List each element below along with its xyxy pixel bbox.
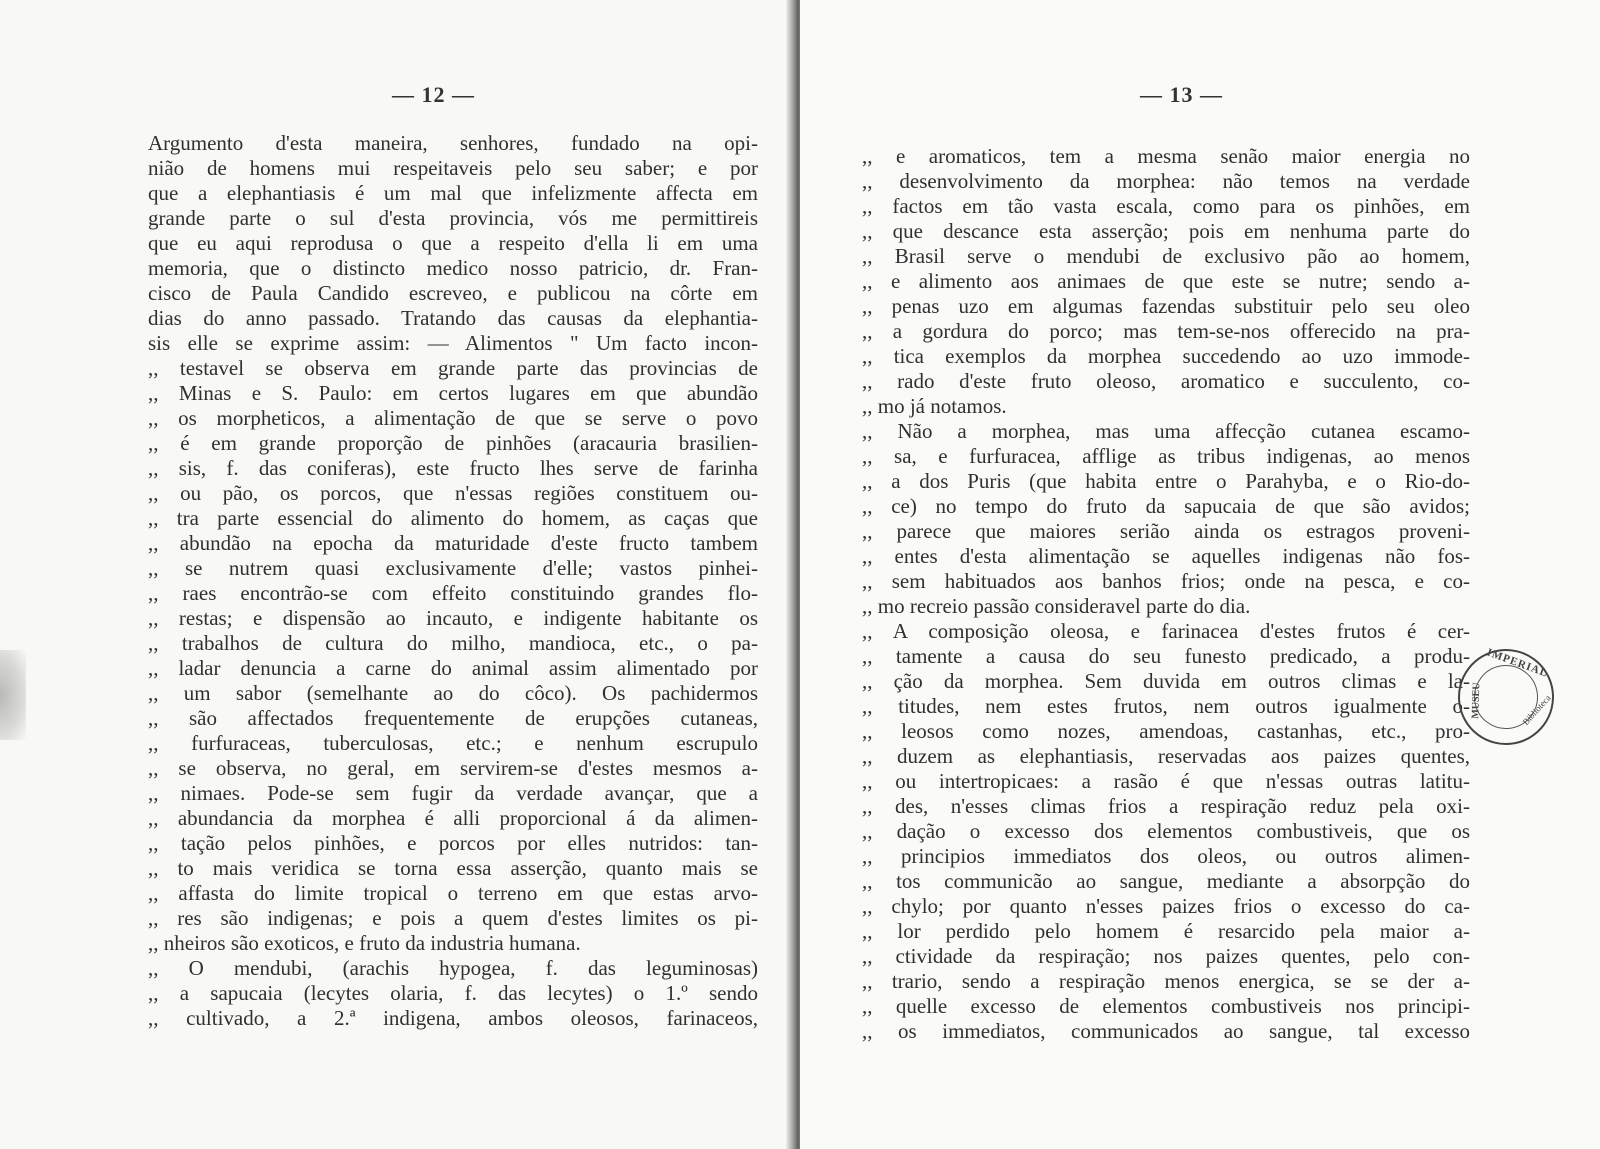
stamp-side-text: MUSEU	[1470, 682, 1483, 719]
text-line: ,, os morpheticos, a alimentação de que se serve o povo	[148, 406, 758, 430]
text-line: cisco de Paula Candido escreveo, e publicou na côrte em	[148, 281, 758, 305]
text-line: ,, parece que maiores serião ainda os estragos proveni-	[862, 519, 1470, 543]
text-line: ,, duzem as elephantiasis, reservadas aos paizes quentes,	[862, 744, 1470, 768]
text-line: ,, quelle excesso de elementos combustiveis nos principi-	[862, 994, 1470, 1018]
text-line: ,, a gordura do porco; mas tem-se-nos offerecido na pra-	[862, 319, 1470, 343]
text-line: ,, Brasil serve o mendubi de exclusivo pão ao homem,	[862, 244, 1470, 268]
text-line: que eu aqui reprodusa o que a respeito d'ella li em uma	[148, 231, 758, 255]
text-line: ,, e aromaticos, tem a mesma senão maior energia no	[862, 144, 1470, 168]
paper-blot	[0, 650, 26, 740]
text-line: ,, tos communicão ao sangue, mediante a absorpção do	[862, 869, 1470, 893]
text-line: ,, cultivado, a 2.ª indigena, ambos oleosos, farinaceos,	[148, 1006, 758, 1030]
text-line: ,, trabalhos de cultura do milho, mandioca, etc., o pa-	[148, 631, 758, 655]
text-line: ,, ladar denuncia a carne do animal assim alimentado por	[148, 656, 758, 680]
text-line: ,, des, n'esses climas frios a respiração reduz pela oxi-	[862, 794, 1470, 818]
text-line: ,, trario, sendo a respiração menos energica, se se der a-	[862, 969, 1470, 993]
text-line: ,, ou intertropicaes: a rasão é que n'essas outras latitu-	[862, 769, 1470, 793]
text-line: ,, que descance esta asserção; pois em nenhuma parte do	[862, 219, 1470, 243]
text-line: ,, é em grande proporção de pinhões (aracauria brasilien-	[148, 431, 758, 455]
right-page	[800, 0, 1600, 1149]
text-line: ,, ce) no tempo do fruto da sapucaia de que são avidos;	[862, 494, 1470, 518]
text-line: ,, penas uzo em algumas fazendas substituir pelo seu oleo	[862, 294, 1470, 318]
text-line: ,, os immediatos, communicados ao sangue, tal excesso	[862, 1019, 1470, 1043]
text-line: ,, restas; e dispensão ao incauto, e indigente habitante os	[148, 606, 758, 630]
text-line: ,, lor perdido pelo homem é resarcido pela maior a-	[862, 919, 1470, 943]
text-line: ,, Minas e S. Paulo: em certos lugares em que abundão	[148, 381, 758, 405]
text-line: ,, se observa, no geral, em servirem-se d'estes mesmos a-	[148, 756, 758, 780]
text-line: dias do anno passado. Tratando das causas da elephantia-	[148, 306, 758, 330]
text-line: ,, a sapucaia (lecytes olaria, f. das lecytes) o 1.º sendo	[148, 981, 758, 1005]
text-line: ,, testavel se observa em grande parte das provincias de	[148, 356, 758, 380]
text-line: ,, ou pão, os porcos, que n'essas regiões constituem ou-	[148, 481, 758, 505]
text-line: ,, um sabor (semelhante ao do côco). Os pachidermos	[148, 681, 758, 705]
text-line: ,, abundão na epocha da maturidade d'este fructo tambem	[148, 531, 758, 555]
text-line: ,, tra parte essencial do alimento do homem, as caças que	[148, 506, 758, 530]
text-line: ,, dação o excesso dos elementos combustiveis, que os	[862, 819, 1470, 843]
text-line: ,, mo recreio passão consideravel parte do dia.	[862, 594, 1251, 618]
text-line: nião de homens mui respeitaveis pelo seu saber; e por	[148, 156, 758, 180]
stamp-bottom-text: Biblioteca	[1520, 692, 1553, 727]
text-line: ,, abundancia da morphea é alli proporcional á da alimen-	[148, 806, 758, 830]
text-line: ,, desenvolvimento da morphea: não temos na verdade	[862, 169, 1470, 193]
text-line: ,, ctividade da respiração; nos paizes quentes, pelo con-	[862, 944, 1470, 968]
text-line: grande parte o sul d'esta provincia, vós me permittireis	[148, 206, 758, 230]
text-line: ,, tação pelos pinhões, e porcos por elles nutridos: tan-	[148, 831, 758, 855]
text-line: ,, affasta do limite tropical o terreno em que estas arvo-	[148, 881, 758, 905]
text-line: ,, res são indigenas; e pois a quem d'estes limites os pi-	[148, 906, 758, 930]
text-line: ,, O mendubi, (arachis hypogea, f. das leguminosas)	[148, 956, 758, 980]
text-line: ,, chylo; por quanto n'esses paizes frios o excesso do ca-	[862, 894, 1470, 918]
right-page-number: — 13 —	[1140, 82, 1223, 107]
text-line: ,, entes d'esta alimentação se aquelles indigenas não fos-	[862, 544, 1470, 568]
text-line: que a elephantiasis é um mal que infelizmente affecta em	[148, 181, 758, 205]
text-line: ,, sem habituados aos banhos frios; onde na pesca, e co-	[862, 569, 1470, 593]
left-page-number: — 12 —	[392, 82, 475, 107]
text-line: ,, raes encontrão-se com effeito constituindo grandes flo-	[148, 581, 758, 605]
text-line: ,, e alimento aos animaes de que este se nutre; sendo a-	[862, 269, 1470, 293]
text-line: sis elle se exprime assim: — Alimentos " Um facto incon-	[148, 331, 758, 355]
text-line: ,, leosos como nozes, amendoas, castanhas, etc., pro-	[862, 719, 1470, 743]
text-line: ,, nheiros são exoticos, e fruto da industria humana.	[148, 931, 581, 955]
left-page-text	[148, 131, 758, 1031]
text-line: ,, sis, f. das coniferas), este fructo lhes serve de farinha	[148, 456, 758, 480]
text-line: ,, se nutrem quasi exclusivamente d'elle; vastos pinhei-	[148, 556, 758, 580]
text-line: ,, são affectados frequentemente de erupções cutaneas,	[148, 706, 758, 730]
text-line: ,, principios immediatos dos oleos, ou outros alimen-	[862, 844, 1470, 868]
text-line: ,, nimaes. Pode-se sem fugir da verdade avançar, que a	[148, 781, 758, 805]
text-line: ,, mo já notamos.	[862, 394, 1007, 418]
text-line: ,, a dos Puris (que habita entre o Parahyba, e o Rio-do-	[862, 469, 1470, 493]
text-line: Argumento d'esta maneira, senhores, fundado na opi-	[148, 131, 758, 155]
text-line: ,, rado d'este fruto oleoso, aromatico e succulento, co-	[862, 369, 1470, 393]
text-line: ,, to mais veridica se torna essa asserção, quanto mais se	[148, 856, 758, 880]
text-line: ,, tamente a causa do seu funesto predicado, a produ-	[862, 644, 1470, 668]
text-line: ,, titudes, nem estes frutos, nem outros igualmente o-	[862, 694, 1470, 718]
text-line: ,, factos em tão vasta escala, como para os pinhões, em	[862, 194, 1470, 218]
right-page-text	[862, 144, 1470, 1044]
text-line: ,, A composição oleosa, e farinacea d'estes frutos é cer-	[862, 619, 1470, 643]
text-line: ,, tica exemplos da morphea succedendo ao uzo immode-	[862, 344, 1470, 368]
text-line: ,, furfuraceas, tuberculosas, etc.; e nenhum escrupulo	[148, 731, 758, 755]
text-line: ,, sa, e furfuracea, afflige as tribus indigenas, ao menos	[862, 444, 1470, 468]
stamp-top-text: IMPERIAL	[1485, 646, 1550, 680]
text-line: memoria, que o distincto medico nosso patricio, dr. Fran-	[148, 256, 758, 280]
text-line: ,, ção da morphea. Sem duvida em outros climas e la-	[862, 669, 1470, 693]
text-line: ,, Não a morphea, mas uma affecção cutanea escamo-	[862, 419, 1470, 443]
